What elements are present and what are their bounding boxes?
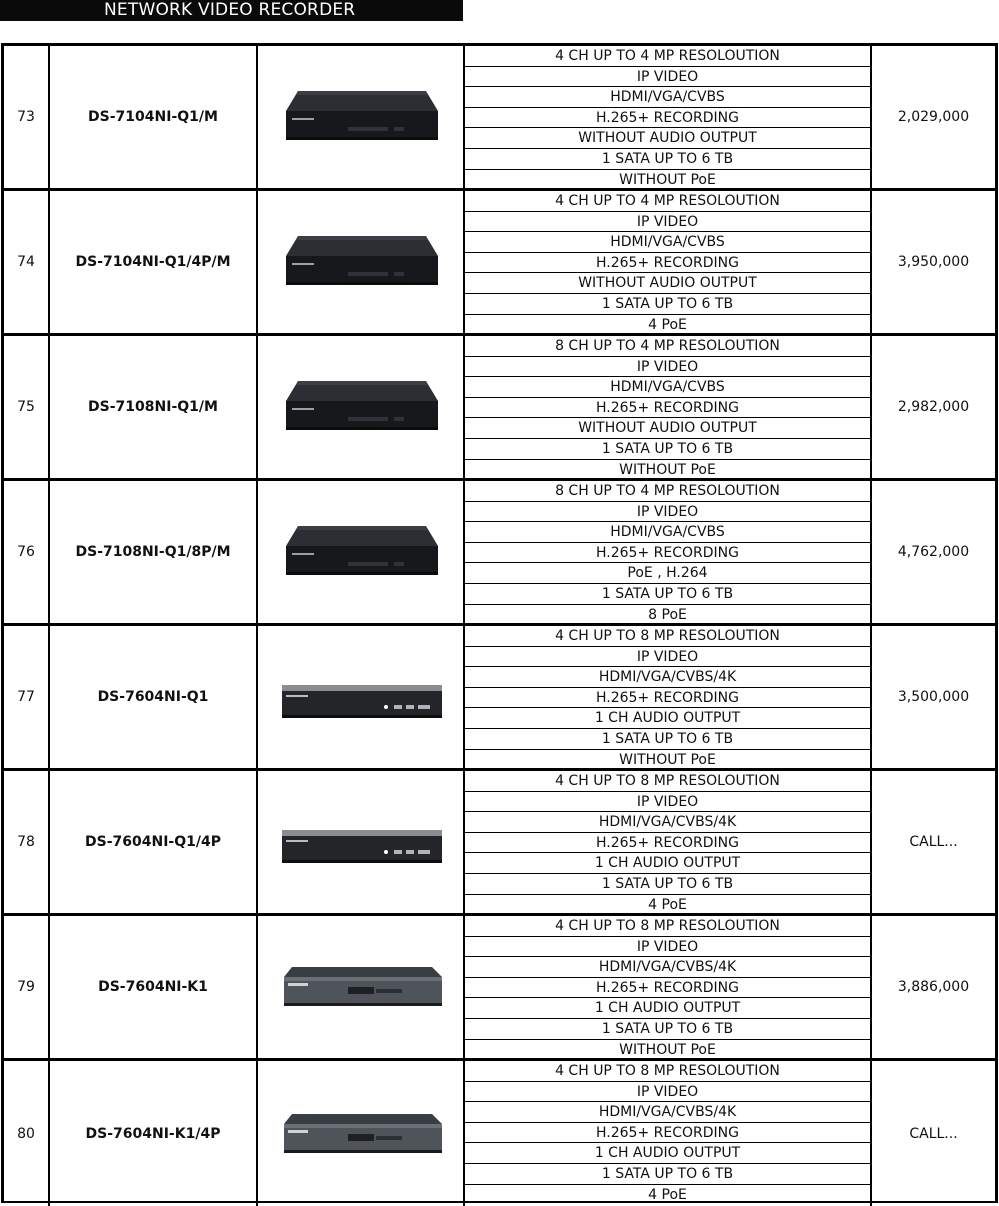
spec-list xyxy=(465,481,872,623)
spec-item: 8 CH UP TO 4 MP RESOLOUTION xyxy=(465,336,870,357)
spec-item: H.265+ RECORDING xyxy=(465,398,870,419)
price: 4,762,000 xyxy=(897,544,970,560)
nvr-device-icon xyxy=(276,77,446,157)
model-name: DS-7604NI-Q1/4P xyxy=(50,771,258,913)
spec-item: HDMI/VGA/CVBS/4K xyxy=(465,1102,870,1123)
spec-item: PoE , H.264 xyxy=(465,563,870,584)
price: 3,950,000 xyxy=(897,254,970,270)
price: 2,982,000 xyxy=(897,399,970,415)
spec-item: WITHOUT AUDIO OUTPUT xyxy=(465,418,870,439)
item-number: 77 xyxy=(4,626,50,768)
spec-item: 1 SATA UP TO 6 TB xyxy=(465,1019,870,1040)
spec-item: 4 PoE xyxy=(648,1186,687,1203)
price: 3,886,000 xyxy=(897,979,970,995)
spec-item: IP VIDEO xyxy=(465,67,870,88)
spec-item: WITHOUT AUDIO OUTPUT xyxy=(465,273,870,294)
item-number: 78 xyxy=(4,771,50,913)
product-row xyxy=(4,771,995,916)
spec-item: WITHOUT PoE xyxy=(619,171,716,188)
spec-item: HDMI/VGA/CVBS/4K xyxy=(465,667,870,688)
price: CALL... xyxy=(909,1125,958,1142)
spec-item: HDMI/VGA/CVBS xyxy=(465,522,870,543)
product-row xyxy=(4,46,995,191)
price: 2,029,000 xyxy=(897,109,970,125)
spec-item: HDMI/VGA/CVBS/4K xyxy=(465,812,870,833)
spec-item: H.265+ RECORDING xyxy=(465,543,870,564)
nvr-device-icon xyxy=(276,802,446,882)
model-name: DS-7104NI-Q1/M xyxy=(50,46,258,188)
spec-item: 1 CH AUDIO OUTPUT xyxy=(465,998,870,1019)
item-number: 74 xyxy=(4,191,50,333)
spec-item: 4 PoE xyxy=(648,896,687,913)
product-row xyxy=(4,191,995,336)
spec-item: IP VIDEO xyxy=(465,1082,870,1103)
spec-item: 1 SATA UP TO 6 TB xyxy=(465,874,870,895)
product-image xyxy=(258,46,465,188)
product-image xyxy=(258,771,465,913)
spec-list xyxy=(465,626,872,768)
spec-list xyxy=(465,336,872,478)
nvr-device-icon xyxy=(276,367,446,447)
spec-item: 4 CH UP TO 8 MP RESOLOUTION xyxy=(465,626,870,647)
model-name: DS-7604NI-K1/4P xyxy=(50,1061,258,1206)
spec-item: HDMI/VGA/CVBS xyxy=(465,232,870,253)
nvr-device-icon xyxy=(276,947,446,1027)
spec-item: 1 SATA UP TO 6 TB xyxy=(465,439,870,460)
spec-item: 4 CH UP TO 8 MP RESOLOUTION xyxy=(465,1061,870,1082)
spec-item: IP VIDEO xyxy=(465,792,870,813)
spec-item: 4 CH UP TO 4 MP RESOLOUTION xyxy=(465,191,870,212)
page-title: NETWORK VIDEO RECORDER xyxy=(0,0,463,21)
item-number: 76 xyxy=(4,481,50,623)
spec-item: 1 CH AUDIO OUTPUT xyxy=(465,1143,870,1164)
nvr-device-icon xyxy=(276,657,446,737)
spec-list xyxy=(465,191,872,333)
item-number: 79 xyxy=(4,916,50,1058)
spec-list xyxy=(465,771,872,913)
spec-item: 4 PoE xyxy=(648,316,687,333)
spec-item: 1 SATA UP TO 6 TB xyxy=(465,149,870,170)
spec-list xyxy=(465,916,872,1058)
product-image xyxy=(258,336,465,478)
spec-item: 4 CH UP TO 4 MP RESOLOUTION xyxy=(465,46,870,67)
product-row xyxy=(4,626,995,771)
spec-item: H.265+ RECORDING xyxy=(465,833,870,854)
spec-item: H.265+ RECORDING xyxy=(465,1123,870,1144)
spec-item: 1 SATA UP TO 6 TB xyxy=(465,1164,870,1185)
product-image xyxy=(258,916,465,1058)
model-name: DS-7104NI-Q1/4P/M xyxy=(50,191,258,333)
spec-item: 8 PoE xyxy=(648,606,687,623)
spec-item: 4 CH UP TO 8 MP RESOLOUTION xyxy=(465,916,870,937)
spec-item: WITHOUT PoE xyxy=(619,751,716,768)
spec-item: 1 SATA UP TO 6 TB xyxy=(465,584,870,605)
item-number: 75 xyxy=(4,336,50,478)
spec-item: IP VIDEO xyxy=(465,357,870,378)
spec-item: WITHOUT PoE xyxy=(619,1041,716,1058)
spec-item: WITHOUT PoE xyxy=(619,461,716,478)
spec-item: H.265+ RECORDING xyxy=(465,688,870,709)
spec-item: 8 CH UP TO 4 MP RESOLOUTION xyxy=(465,481,870,502)
spec-item: 1 SATA UP TO 6 TB xyxy=(465,294,870,315)
spec-item: H.265+ RECORDING xyxy=(465,978,870,999)
spec-item: IP VIDEO xyxy=(465,647,870,668)
spec-list xyxy=(465,1061,872,1206)
spec-list xyxy=(465,46,872,188)
spec-item: 1 CH AUDIO OUTPUT xyxy=(465,853,870,874)
price: 3,500,000 xyxy=(897,689,970,705)
spec-item: HDMI/VGA/CVBS/4K xyxy=(465,957,870,978)
spec-item: HDMI/VGA/CVBS xyxy=(465,87,870,108)
product-image xyxy=(258,1061,465,1206)
item-number: 73 xyxy=(4,46,50,188)
product-image xyxy=(258,626,465,768)
spec-item: WITHOUT AUDIO OUTPUT xyxy=(465,128,870,149)
nvr-device-icon xyxy=(276,1094,446,1174)
model-name: DS-7108NI-Q1/M xyxy=(50,336,258,478)
product-table xyxy=(1,43,998,1203)
product-row xyxy=(4,481,995,626)
spec-item: H.265+ RECORDING xyxy=(465,108,870,129)
nvr-device-icon xyxy=(276,222,446,302)
model-name: DS-7604NI-Q1 xyxy=(50,626,258,768)
spec-item: IP VIDEO xyxy=(465,502,870,523)
item-number: 80 xyxy=(4,1061,50,1206)
price: CALL... xyxy=(909,834,958,850)
spec-item: IP VIDEO xyxy=(465,212,870,233)
spec-item: IP VIDEO xyxy=(465,937,870,958)
model-name: DS-7604NI-K1 xyxy=(50,916,258,1058)
nvr-device-icon xyxy=(276,512,446,592)
product-image xyxy=(258,481,465,623)
spec-item: 1 SATA UP TO 6 TB xyxy=(465,729,870,750)
spec-item: H.265+ RECORDING xyxy=(465,253,870,274)
product-row xyxy=(4,916,995,1061)
product-row xyxy=(4,1061,995,1206)
spec-item: HDMI/VGA/CVBS xyxy=(465,377,870,398)
product-row xyxy=(4,336,995,481)
spec-item: 4 CH UP TO 8 MP RESOLOUTION xyxy=(465,771,870,792)
spec-item: 1 CH AUDIO OUTPUT xyxy=(465,708,870,729)
product-image xyxy=(258,191,465,333)
model-name: DS-7108NI-Q1/8P/M xyxy=(50,481,258,623)
